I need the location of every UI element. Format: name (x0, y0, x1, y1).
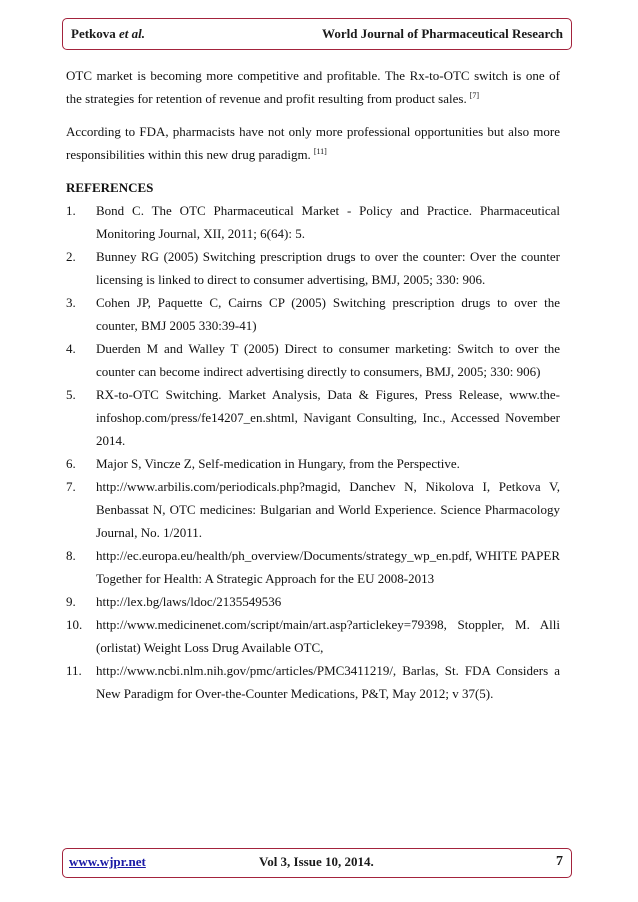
reference-number: 1. (66, 203, 76, 218)
page-footer (62, 848, 572, 878)
citation-marker: [7] (469, 91, 480, 100)
reference-item (66, 590, 560, 613)
reference-item (66, 544, 560, 590)
reference-text: http://www.ncbi.nlm.nih.gov/pmc/articles/PMC3411219/, Barlas, St. FDA Considers a New Paradigm for Over-the-Counter Medications, P&T, May 2012; v 37(5). (96, 663, 560, 701)
reference-item (66, 452, 560, 475)
body-paragraph (66, 120, 560, 166)
reference-item (66, 245, 560, 291)
footer-volume-info: Vol 3, Issue 10, 2014. (259, 854, 374, 869)
reference-number: 9. (66, 594, 76, 609)
reference-text: Cohen JP, Paquette C, Cairns CP (2005) Switching prescription drugs to over the counter, BMJ 2005 330:39-41) (96, 295, 560, 333)
page-number: 7 (556, 854, 563, 869)
reference-item (66, 199, 560, 245)
header-author-suffix: et al. (119, 26, 146, 41)
reference-item (66, 475, 560, 544)
reference-item (66, 337, 560, 383)
page-header (62, 18, 572, 50)
reference-text: Bunney RG (2005) Switching prescription drugs to over the counter: Over the counter licensing is linked to direct to consumer advertising, BMJ, 2005; 330: 906. (96, 249, 560, 287)
reference-number: 6. (66, 456, 76, 471)
reference-number: 2. (66, 249, 76, 264)
reference-text: http://ec.europa.eu/health/ph_overview/Documents/strategy_wp_en.pdf, WHITE PAPER Together for Health: A Strategic Approach for the EU 2008-2013 (96, 548, 560, 586)
reference-number: 3. (66, 295, 76, 310)
reference-text: Duerden M and Walley T (2005) Direct to consumer marketing: Switch to over the counter can become indirect advertising directly to consumers, BMJ, 2005; 330: 906) (96, 341, 560, 379)
reference-text: Bond C. The OTC Pharmaceutical Market - Policy and Practice. Pharmaceutical Monitoring Journal, XII, 2011; 6(64): 5. (96, 203, 560, 241)
reference-number: 10. (66, 617, 83, 632)
reference-item (66, 613, 560, 659)
reference-item (66, 659, 560, 705)
references-heading: REFERENCES (66, 180, 154, 195)
reference-number: 7. (66, 479, 76, 494)
reference-text: http://lex.bg/laws/ldoc/2135549536 (96, 594, 282, 609)
reference-number: 5. (66, 387, 76, 402)
reference-number: 8. (66, 548, 76, 563)
reference-text: http://www.arbilis.com/periodicals.php?magid, Danchev N, Nikolova I, Petkova V, Benbassat N, OTC medicines: Bulgarian and World Experience. Science Pharmacology Journal, No. 1/2011. (96, 479, 560, 540)
reference-number: 4. (66, 341, 76, 356)
reference-text: Major S, Vincze Z, Self-medication in Hungary, from the Perspective. (96, 456, 460, 471)
reference-text: http://www.medicinenet.com/script/main/art.asp?articlekey=79398, Stoppler, M. Alli (orlistat) Weight Loss Drug Available OTC, (96, 617, 560, 655)
reference-text: RX-to-OTC Switching. Market Analysis, Data & Figures, Press Release, www.the-infoshop.com/press/fe14207_en.shtml, Navigant Consulting, Inc., Accessed November 2014. (96, 387, 560, 448)
reference-item (66, 291, 560, 337)
paragraph-text: OTC market is becoming more competitive and profitable. The Rx-to-OTC switch is one of the strategies for retention of revenue and profit resulting from product sales. (66, 68, 560, 106)
header-author (71, 26, 145, 42)
reference-number: 11. (66, 663, 82, 678)
page-content (66, 64, 560, 705)
body-paragraph (66, 64, 560, 110)
references-list (66, 199, 560, 705)
reference-item (66, 383, 560, 452)
paragraph-text: According to FDA, pharmacists have not only more professional opportunities but also more responsibilities within this new drug paradigm. (66, 124, 560, 162)
footer-journal-link[interactable]: www.wjpr.net (69, 854, 146, 869)
citation-marker: [11] (313, 147, 327, 156)
header-journal-title: World Journal of Pharmaceutical Research (322, 26, 563, 41)
header-author-name: Petkova (71, 26, 116, 41)
